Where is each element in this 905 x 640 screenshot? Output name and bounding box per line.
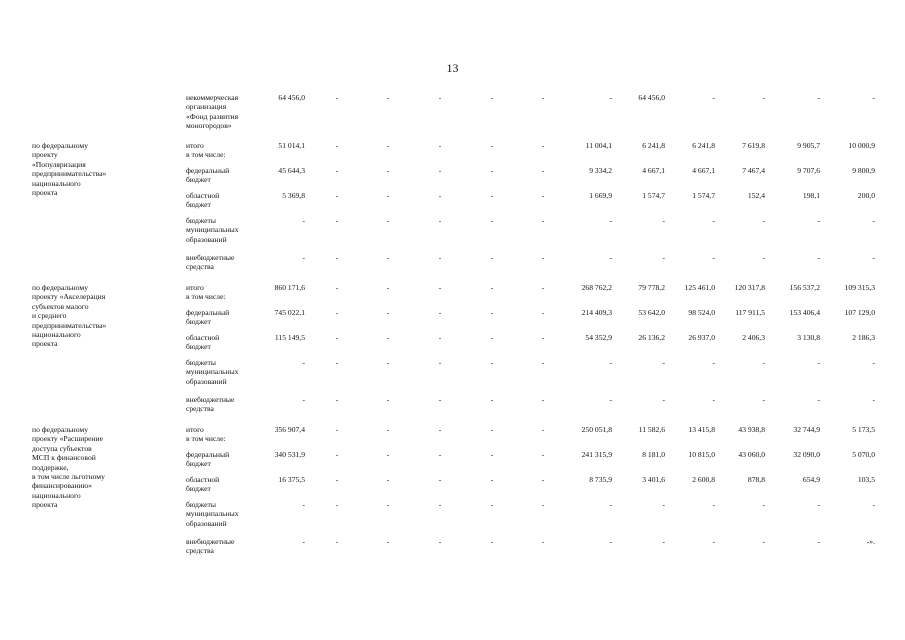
table-cell: - [541,141,545,150]
table-cell: 9 905,7 [797,141,820,150]
table-cell: - [490,358,494,367]
table-cell: - [609,395,612,404]
table-cell: - [335,141,339,150]
row-label-line: областной [186,333,220,342]
table-cell: - [335,191,339,200]
group-label-line: МСП к финансовой [32,453,96,463]
table-cell: - [541,166,545,175]
table-cell: 26 937,0 [688,333,715,342]
table-cell: - [386,450,390,459]
table-cell: - [386,166,390,175]
table-cell: - [302,253,305,262]
table-cell: - [386,191,390,200]
row-label-line: моногородов» [186,121,232,131]
table-cell: - [438,191,442,200]
row-label-line: муниципальных [186,509,239,519]
table-cell: 7 467,4 [742,166,765,175]
group-label-line: субъектов малого [32,301,89,311]
row-label-line: итого [186,141,204,150]
row-label-line: средства [186,404,214,414]
table-cell: - [302,395,305,404]
table-cell: - [438,166,442,175]
table-cell: - [872,500,875,509]
table-cell: - [541,537,545,546]
table-cell: - [712,537,715,546]
table-cell: - [541,283,545,292]
row-label-line: образований [186,234,227,244]
table-cell: - [872,253,875,262]
table-cell: - [386,395,390,404]
row-label-line: федеральный [186,166,230,175]
table-cell: - [386,253,390,262]
table-cell: - [335,395,339,404]
group-label-line: и среднего [32,311,67,321]
table-cell: - [662,395,665,404]
table-cell: 4 667,1 [692,166,715,175]
table-cell: - [872,216,875,225]
table-cell: - [302,500,305,509]
table-cell: 7 619,8 [742,141,765,150]
table-cell: - [817,253,820,262]
group-label-line: предпринимательства» [32,320,107,330]
table-cell: 13 415,8 [688,425,715,434]
table-cell: 654,9 [802,475,820,484]
table-cell: - [335,425,339,434]
table-cell: - [438,308,442,317]
table-cell: - [541,500,545,509]
table-cell: - [609,253,612,262]
table-cell: - [490,283,494,292]
table-cell: - [712,253,715,262]
table-cell: - [712,358,715,367]
table-cell: 9 707,6 [797,166,820,175]
row-label-line: бюджет [186,342,211,352]
table-cell: - [490,450,494,459]
table-cell: 98 524,0 [688,308,715,317]
group-label-line: проекта [32,339,58,349]
table-cell: - [609,216,612,225]
table-cell: -». [866,537,875,546]
table-cell: 26 136,2 [638,333,665,342]
table-cell: 153 406,4 [789,308,820,317]
group-label-line: «Популяризация [32,159,86,169]
table-cell: - [490,141,494,150]
table-cell: - [335,500,339,509]
table-cell: 109 315,3 [844,283,875,292]
table-cell: - [438,537,442,546]
row-label-line: внебюджетные [186,537,235,546]
table-cell: 117 911,5 [735,308,765,317]
table-cell: 878,8 [747,475,765,484]
row-label-line: бюджет [186,484,211,494]
table-cell: - [386,358,390,367]
table-cell: - [386,308,390,317]
table-cell: 1 574,7 [692,191,715,200]
table-cell: - [490,475,494,484]
table-cell: 43 060,0 [738,450,765,459]
table-cell: - [609,500,612,509]
table-cell: 51 014,1 [278,141,305,150]
table-cell: - [438,425,442,434]
table-cell: - [817,358,820,367]
table-cell: - [386,333,390,342]
table-cell: - [438,283,442,292]
table-cell: - [541,216,545,225]
group-label-line: доступа субъектов [32,443,92,453]
table-cell: 860 171,6 [274,283,305,292]
table-cell: - [712,93,715,102]
row-label-line: областной [186,191,220,200]
table-cell: - [762,500,765,509]
table-cell: 2 406,3 [742,333,765,342]
table-cell: - [490,537,494,546]
row-label-line: итого [186,283,204,292]
table-cell: - [817,216,820,225]
table-cell: 5 070,0 [852,450,875,459]
table-cell: - [438,395,442,404]
row-label-line: средства [186,546,214,556]
table-cell: - [386,537,390,546]
row-label-line: средства [186,262,214,272]
table-cell: - [438,333,442,342]
table-cell: 1 669,9 [589,191,612,200]
table-cell: - [662,253,665,262]
table-cell: 1 574,7 [642,191,665,200]
row-label-line: некоммерческая [186,93,239,102]
table-cell: - [335,216,339,225]
group-label-line: предпринимательства» [32,169,107,179]
table-cell: - [490,425,494,434]
table-cell: 16 375,5 [278,475,305,484]
group-label-line: проекта [32,500,58,510]
table-cell: - [712,216,715,225]
row-label-line: бюджет [186,200,211,210]
table-cell: 3 130,8 [797,333,820,342]
table-cell: - [762,358,765,367]
row-label-line: в том числе: [186,150,226,160]
table-cell: 745 022,1 [274,308,305,317]
table-cell: - [386,475,390,484]
table-cell: 10 815,0 [688,450,715,459]
table-cell: - [490,500,494,509]
table-cell: - [335,333,339,342]
group-label-line: национального [32,490,81,500]
group-label-line: в том числе льготному [32,472,105,481]
table-cell: - [438,358,442,367]
table-cell: - [662,537,665,546]
table-cell: 4 667,1 [642,166,665,175]
table-cell: - [490,308,494,317]
table-cell: 64 456,0 [638,93,665,102]
group-label-line: поддержке, [32,462,69,472]
table-cell: - [541,358,545,367]
row-label-line: внебюджетные [186,253,235,262]
table-cell: - [662,500,665,509]
table-cell: 214 409,3 [581,308,612,317]
table-cell: - [541,333,545,342]
row-label-line: муниципальных [186,225,239,235]
table-cell: - [438,500,442,509]
group-label-line: проекту «Акселерация [32,292,106,302]
table-cell: - [490,216,494,225]
table-cell: - [817,500,820,509]
table-cell: 10 000,9 [848,141,875,150]
table-cell: - [335,283,339,292]
table-cell: - [438,93,442,102]
table-cell: 5 369,8 [282,191,305,200]
table-cell: - [712,395,715,404]
group-label-line: национального [32,178,81,188]
table-cell: - [438,253,442,262]
row-label-line: бюджет [186,459,211,469]
row-label-line: образований [186,518,227,528]
row-label-line: образований [186,376,227,386]
table-cell: - [438,475,442,484]
table-cell: - [302,537,305,546]
table-cell: 32 090,0 [793,450,820,459]
row-label-line: в том числе: [186,292,226,302]
table-cell: - [386,283,390,292]
table-cell: 198,1 [802,191,820,200]
table-cell: - [438,450,442,459]
group-label-line: финансированию» [32,481,92,491]
table-cell: - [872,358,875,367]
row-label-line: бюджеты [186,358,216,367]
group-label-line: по федеральному [32,425,88,434]
table-cell: 107 129,0 [844,308,875,317]
row-label-line: областной [186,475,220,484]
table-cell: 268 762,2 [581,283,612,292]
table-cell: 43 938,8 [738,425,765,434]
table-cell: 103,5 [857,475,875,484]
table-cell: 54 352,9 [585,333,612,342]
table-cell: 115 149,5 [274,333,305,342]
table-cell: - [335,166,339,175]
row-label-line: «Фонд развития [186,111,239,121]
table-cell: - [541,425,545,434]
table-cell: - [490,191,494,200]
table-cell: - [609,93,612,102]
table-cell: - [386,216,390,225]
row-label-line: в том числе: [186,434,226,444]
row-label-line: муниципальных [186,367,239,377]
table-cell: - [335,475,339,484]
table-cell: - [302,216,305,225]
table-cell: 11 004,1 [585,141,612,150]
table-cell: 250 051,8 [581,425,612,434]
table-cell: 8 181,0 [642,450,665,459]
table-cell: - [541,395,545,404]
row-label-line: бюджет [186,317,211,327]
table-cell: - [762,93,765,102]
table-cell: - [541,253,545,262]
row-label-line: внебюджетные [186,395,235,404]
table-cell: - [762,537,765,546]
table-cell: - [541,191,545,200]
row-label-line: итого [186,425,204,434]
table-cell: - [541,475,545,484]
table-cell: - [335,308,339,317]
group-label-line: национального [32,330,81,339]
table-cell: 125 461,0 [684,283,715,292]
table-cell: - [662,216,665,225]
group-label-line: по федеральному [32,141,88,150]
table-cell: - [872,395,875,404]
table-cell: 200,0 [857,191,875,200]
table-cell: 340 531,9 [274,450,305,459]
table-cell: - [490,395,494,404]
table-cell: - [762,216,765,225]
group-label-line: проекту [32,150,58,160]
group-label-line: проекту «Расширение [32,434,103,444]
table-cell: 79 778,2 [638,283,665,292]
table-cell: - [712,500,715,509]
row-label-line: бюджеты [186,500,216,509]
table-cell: 6 241,8 [692,141,715,150]
group-label-line: по федеральному [32,283,88,292]
table-cell: 11 582,6 [638,425,665,434]
table-cell: - [490,93,494,102]
table-cell: - [335,253,339,262]
table-cell: 9 334,2 [589,166,612,175]
row-label-line: федеральный [186,308,230,317]
table-cell: 32 744,9 [793,425,820,434]
table-cell: 3 401,6 [642,475,665,484]
table-cell: 356 907,4 [274,425,305,434]
row-label-line: бюджеты [186,216,216,225]
table-cell: 6 241,8 [642,141,665,150]
table-cell: - [386,425,390,434]
table-cell: 120 317,8 [734,283,765,292]
table-cell: - [541,450,545,459]
table-cell: - [609,358,612,367]
table-cell: 156 537,2 [789,283,820,292]
group-label-line: проекта [32,188,58,197]
table-cell: - [490,166,494,175]
row-label-line: бюджет [186,175,211,185]
table-cell: - [386,93,390,102]
table-cell: 53 642,0 [638,308,665,317]
table-cell: - [817,537,820,546]
table-cell: - [609,537,612,546]
table-cell: 45 644,3 [278,166,305,175]
table-cell: 2 600,8 [692,475,715,484]
table-cell: - [335,93,339,102]
table-cell: - [438,216,442,225]
page-number: 13 [446,61,459,75]
table-cell: - [386,141,390,150]
table-cell: 2 186,3 [852,333,875,342]
row-label-line: федеральный [186,450,230,459]
table-cell: 9 800,9 [852,166,875,175]
table-cell: - [490,253,494,262]
table-cell: - [541,93,545,102]
table-cell: - [335,358,339,367]
table-cell: 5 173,5 [852,425,875,434]
table-cell: - [872,93,875,102]
table-cell: - [762,253,765,262]
table-cell: 8 735,9 [589,475,612,484]
table-cell: 241 315,9 [581,450,612,459]
table-cell: - [762,395,765,404]
table-cell: - [490,333,494,342]
table-cell: - [335,450,339,459]
table-cell: - [817,93,820,102]
table-cell: - [302,358,305,367]
table-cell: - [541,308,545,317]
table-cell: - [386,500,390,509]
row-label-line: организация [186,102,227,112]
table-cell: - [335,537,339,546]
table-cell: 64 456,0 [278,93,305,102]
table-cell: - [662,358,665,367]
table-cell: - [438,141,442,150]
table-cell: 152,4 [747,191,765,200]
table-cell: - [817,395,820,404]
